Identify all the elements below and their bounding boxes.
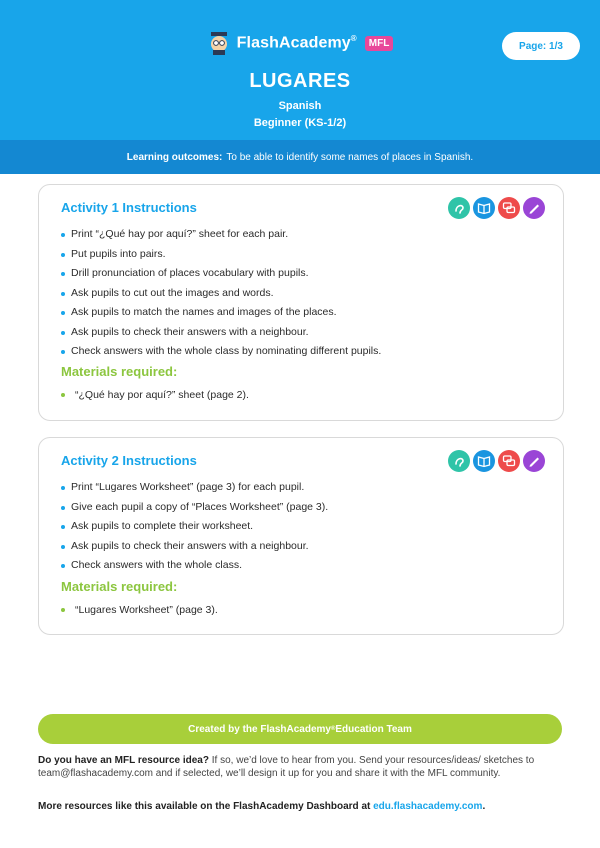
outcomes-label: Learning outcomes: bbox=[126, 151, 223, 163]
list-item: Give each pupil a copy of “Places Worksheet” (page 3). bbox=[61, 498, 328, 518]
activity-2-title: Activity 2 Instructions bbox=[61, 453, 197, 468]
brand-name: FlashAcademy® bbox=[236, 33, 357, 52]
outcomes-text: To be able to identify some names of places in Spanish. bbox=[226, 151, 474, 163]
list-item: Check answers with the whole class. bbox=[61, 556, 328, 576]
activity-1-materials-title: Materials required: bbox=[61, 364, 178, 379]
list-item: Print “Lugares Worksheet” (page 3) for each pupil. bbox=[61, 478, 328, 498]
activity-2-materials bbox=[61, 602, 218, 618]
list-item: “¿Qué hay por aquí?” sheet (page 2). bbox=[61, 387, 249, 403]
reading-icon bbox=[473, 197, 495, 219]
dashboard-link[interactable]: edu.flashacademy.com bbox=[373, 801, 483, 812]
speaking-icon bbox=[498, 197, 520, 219]
activity-1-title: Activity 1 Instructions bbox=[61, 200, 197, 215]
list-item: Ask pupils to complete their worksheet. bbox=[61, 517, 328, 537]
writing-icon bbox=[523, 450, 545, 472]
list-item: Ask pupils to cut out the images and words. bbox=[61, 284, 381, 304]
list-item: Ask pupils to check their answers with a neighbour. bbox=[61, 537, 328, 557]
speaking-icon bbox=[498, 450, 520, 472]
activity-1-steps bbox=[61, 225, 381, 362]
header-banner bbox=[0, 0, 600, 140]
more-resources-text bbox=[38, 801, 568, 812]
listening-icon bbox=[448, 197, 470, 219]
skill-icons bbox=[448, 197, 545, 219]
idea-question: Do you have an MFL resource idea? bbox=[38, 755, 209, 766]
mfl-badge: MFL bbox=[365, 36, 394, 51]
level-label: Beginner (KS-1/2) bbox=[253, 117, 347, 129]
writing-icon bbox=[523, 197, 545, 219]
footer-banner bbox=[38, 714, 562, 744]
reading-icon bbox=[473, 450, 495, 472]
list-item: Put pupils into pairs. bbox=[61, 245, 381, 265]
footer-banner-text: Created by the FlashAcademy bbox=[188, 723, 331, 735]
skill-icons bbox=[448, 450, 545, 472]
activity-2-materials-title: Materials required: bbox=[61, 579, 178, 594]
list-item: Print “¿Qué hay por aquí?” sheet for each pair. bbox=[61, 225, 381, 245]
list-item: Check answers with the whole class by nominating different pupils. bbox=[61, 342, 381, 362]
footer-banner-mark: ® bbox=[330, 726, 336, 732]
activity-2-card bbox=[38, 437, 564, 635]
list-item: Ask pupils to check their answers with a neighbour. bbox=[61, 323, 381, 343]
activity-2-steps bbox=[61, 478, 328, 576]
list-item: Drill pronunciation of places vocabulary with pupils. bbox=[61, 264, 381, 284]
page-title: LUGARES bbox=[249, 70, 351, 92]
more-resources-label: More resources like this available on the FlashAcademy Dashboard at bbox=[38, 801, 374, 812]
resource-idea-text bbox=[38, 754, 568, 780]
page-indicator: Page: 1/3 bbox=[502, 32, 580, 60]
list-item: Ask pupils to match the names and images of the places. bbox=[61, 303, 381, 323]
listening-icon bbox=[448, 450, 470, 472]
activity-1-card bbox=[38, 184, 564, 421]
activity-1-materials bbox=[61, 387, 249, 403]
more-resources-end: . bbox=[482, 801, 486, 812]
learning-outcomes-bar bbox=[0, 140, 600, 174]
idea-body: If so, we’d love to hear from you. Send your resources/ideas/ sketches to team@flashacademy.com and if selected, we’ll design it up for you and share it with the MFL community. bbox=[38, 755, 535, 779]
list-item: “Lugares Worksheet” (page 3). bbox=[61, 602, 218, 618]
language-label: Spanish bbox=[278, 100, 322, 112]
mascot-icon bbox=[207, 31, 231, 55]
footer-banner-text-end: Education Team bbox=[335, 723, 412, 735]
